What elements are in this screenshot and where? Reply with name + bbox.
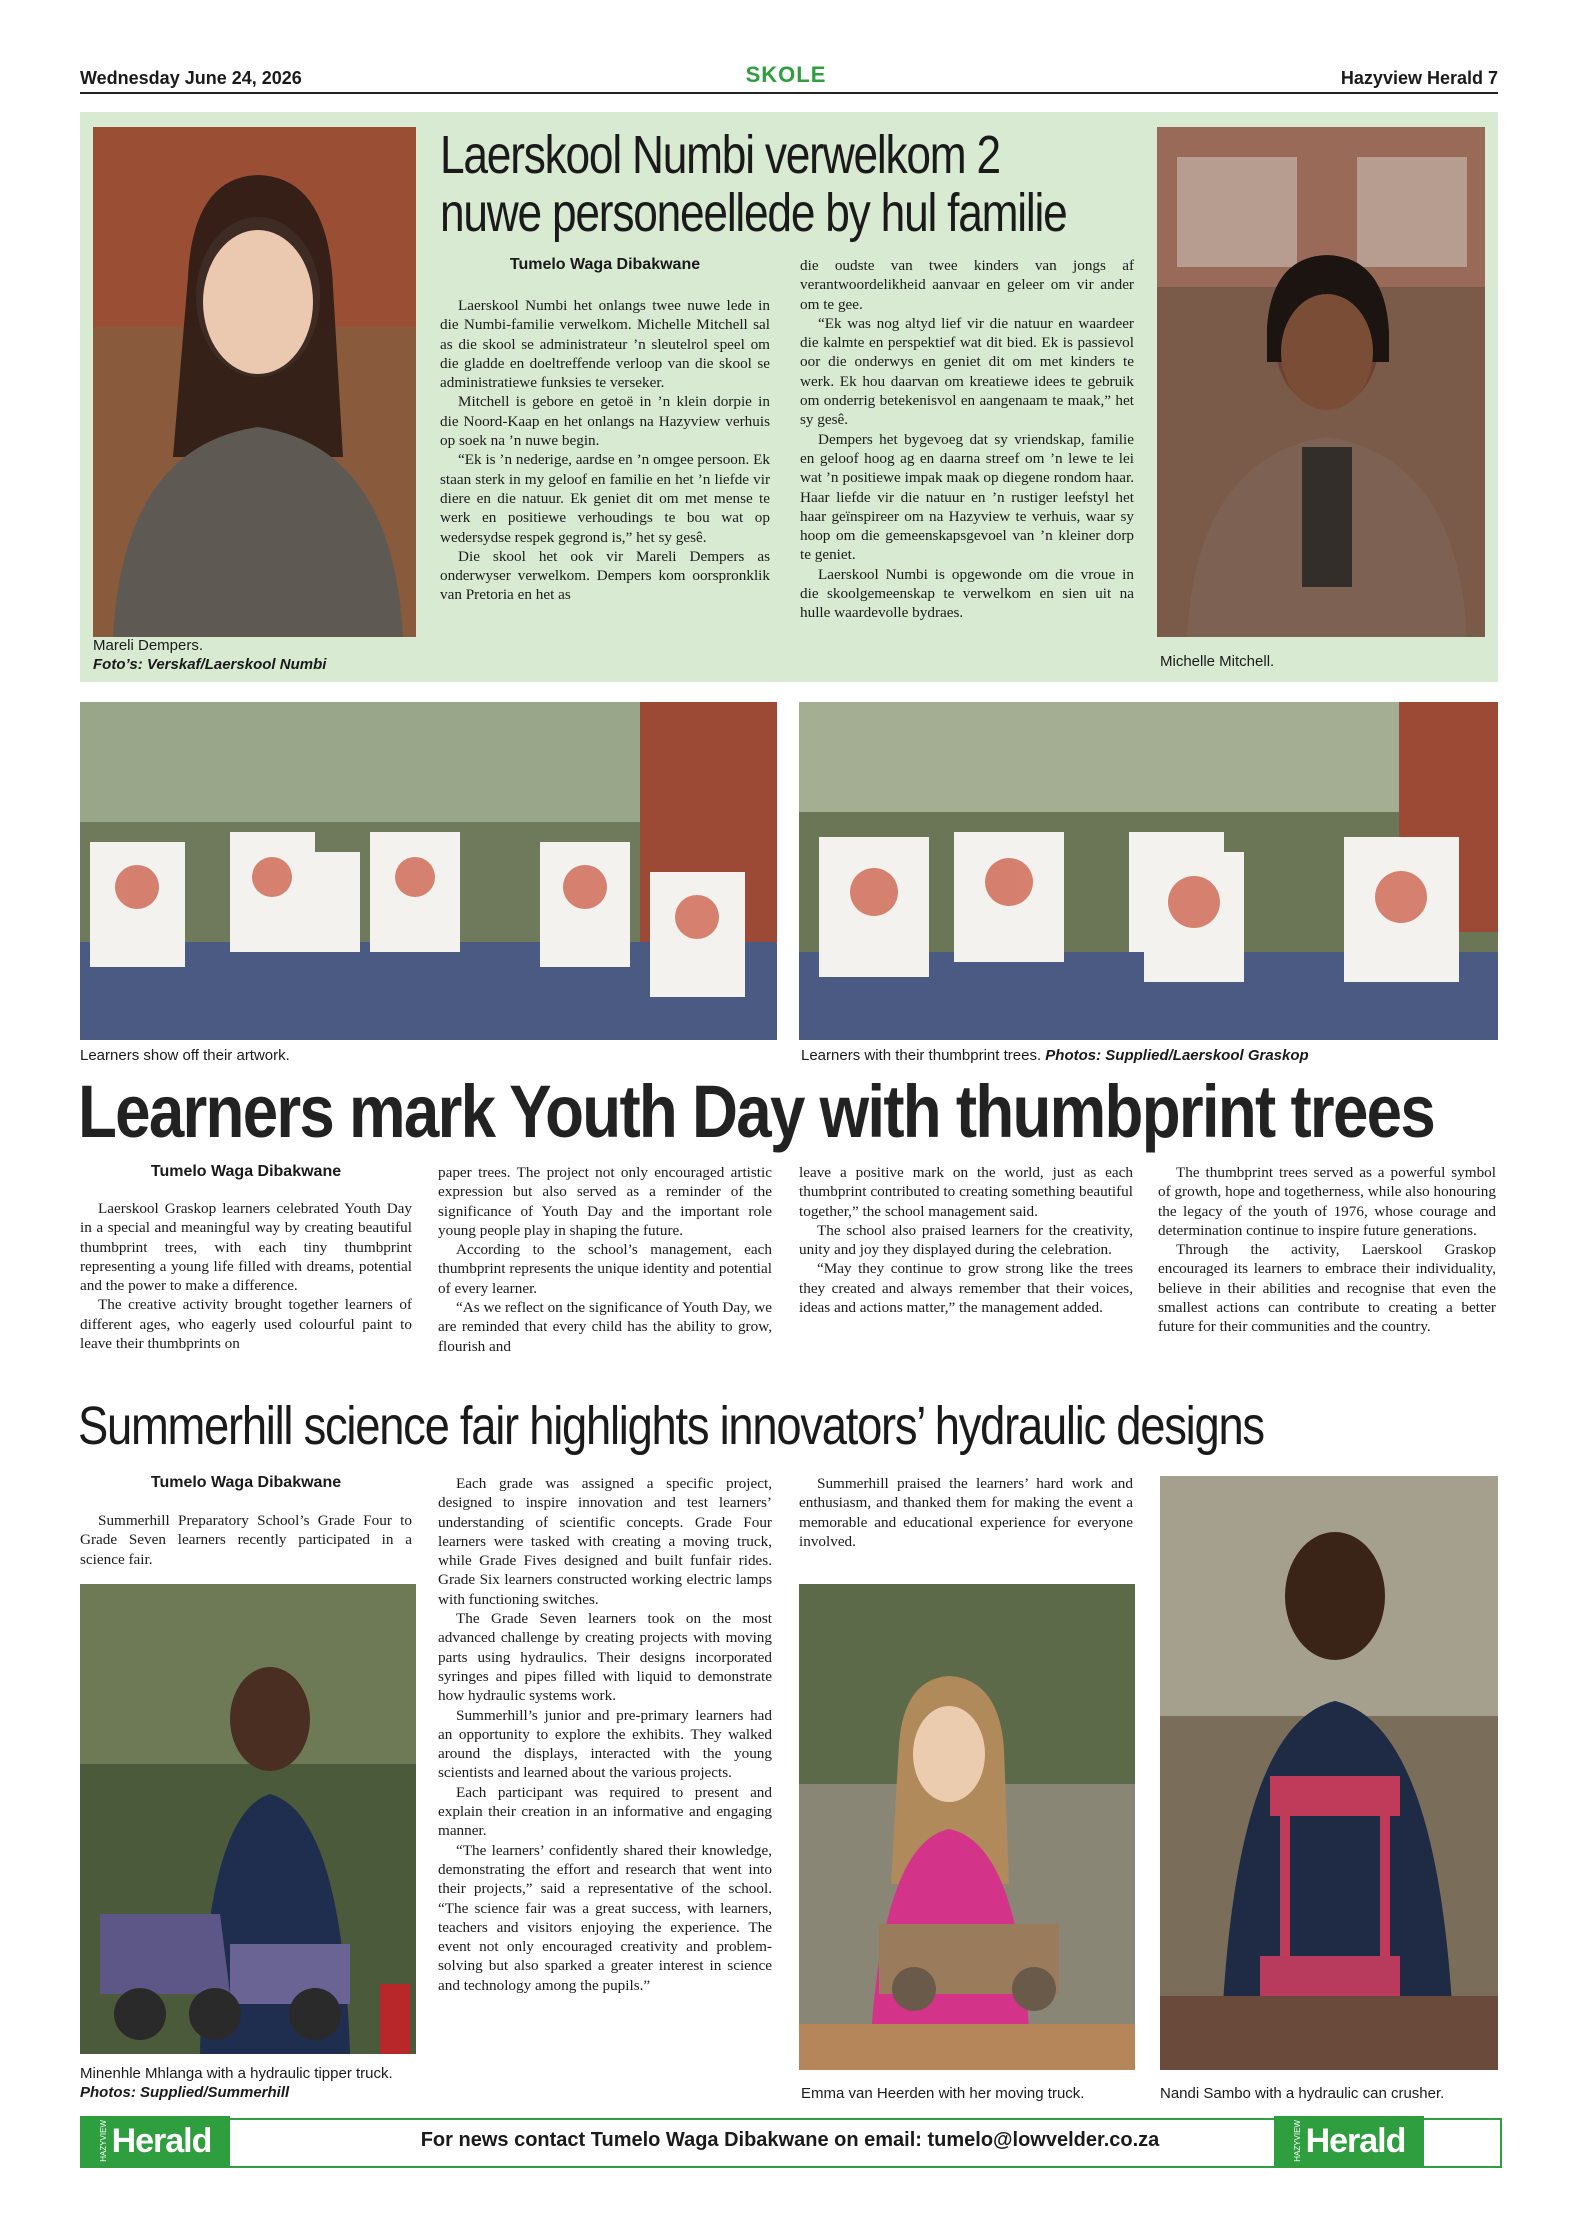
story3-headline: Summerhill science fair highlights innovators’ hydraulic designs bbox=[78, 1396, 1264, 1456]
paragraph: Mitchell is gebore en getoë in ’n klein dorpie in die Noord-Kaap en het onlangs na Hazyview verhuis op soek na ’n nuwe begin. bbox=[440, 393, 770, 450]
paragraph: According to the school’s management, each thumbprint represents the unique identity and potential of every learner. bbox=[438, 1241, 772, 1297]
photo-left-caption bbox=[93, 636, 418, 674]
story3-column-1 bbox=[80, 1511, 412, 1569]
story1-column-1 bbox=[440, 296, 770, 605]
caption-text: Mareli Dempers. bbox=[93, 637, 204, 654]
photo-learners-artwork bbox=[80, 702, 777, 1040]
paragraph: Laerskool Graskop learners celebrated Youth Day in a special and meaningful way by creating beautiful thumbprint trees, with each tiny thumbprint representing a young life filled with dreams, potential and the power to make a difference. bbox=[80, 1200, 412, 1295]
story2-column-3 bbox=[799, 1163, 1133, 1317]
photo-caption bbox=[801, 1046, 1498, 1065]
photo-michelle-mitchell bbox=[1157, 127, 1485, 637]
story2-headline: Learners mark Youth Day with thumbprint trees bbox=[78, 1070, 1434, 1153]
story1-headline-line1: Laerskool Numbi verwelkom 2 bbox=[440, 125, 1000, 185]
paragraph: die oudste van twee kinders van jongs af verantwoordelikheid aanvaar en geleer om vir ander om te gee. bbox=[800, 257, 1134, 313]
paragraph: leave a positive mark on the world, just as each thumbprint contributed to creating something beautiful together,” the school management said. bbox=[799, 1164, 1133, 1220]
logo-small-text: HAZYVIEW bbox=[1292, 2120, 1302, 2162]
paragraph: Die skool het ook vir Mareli Dempers as onderwyser verwelkom. Dempers kom oorspronklik van Pretoria en het as bbox=[440, 547, 770, 604]
photo-thumbprint-trees bbox=[799, 702, 1498, 1040]
paragraph: Laerskool Numbi het onlangs twee nuwe lede in die Numbi-familie verwelkom. Michelle Mitchell sal as die skool se administrateur ’n sleutelrol speel om die gladde en doeltreffende verloop van die skool se administratiewe funksies te verseker. bbox=[440, 297, 770, 392]
paragraph: Dempers het bygevoeg dat sy vriendskap, familie en geloof hoog ag en daarna streef om ’n lewe te lei wat ’n positiewe impak maak op diegene rondom haar. Haar liefde vir die natuur en ’n rustiger leefstyl het haar geïnspireer om na Hazyview te verhuis, waar sy hoop om die gemeenskapsgevoel van ’n kleiner dorp te geniet. bbox=[800, 430, 1134, 564]
contact-line: For news contact Tumelo Waga Dibakwane on email: tumelo@lowvelder.co.za bbox=[420, 2129, 1160, 2151]
photo-caption: Emma van Heerden with her moving truck. bbox=[801, 2085, 1085, 2102]
portrait-placeholder-icon bbox=[80, 1584, 416, 2054]
photo-caption: Learners show off their artwork. bbox=[80, 1047, 290, 1064]
story3-column-2 bbox=[438, 1474, 772, 1995]
paragraph: Each grade was assigned a specific project, designed to inspire innovation and test learners’ understanding of scientific concepts. Grade Four learners were tasked with creating a moving truck, while Grade Fives designed and built funfair rides. Grade Six learners constructed working electric lamps with functioning switches. bbox=[438, 1475, 772, 1608]
photo-emma-van-heerden bbox=[799, 1584, 1135, 2070]
story2-byline: Tumelo Waga Dibakwane bbox=[150, 1163, 342, 1180]
photo-mareli-dempers bbox=[93, 127, 416, 637]
paragraph: “The learners’ confidently shared their knowledge, demonstrating the effort and research that went into their projects,” said a representative of the school. “The science fair was a great success, with learners, teachers and visitors enjoying the experience. The event not only encouraged creativity and problem-solving but also sparked a greater interest in science and technology among the pupils.” bbox=[438, 1841, 772, 1994]
portrait-placeholder-icon bbox=[799, 1584, 1135, 2070]
photo-credit: Photos: Supplied/Summerhill bbox=[80, 2084, 290, 2101]
herald-logo-right bbox=[1274, 2116, 1424, 2166]
paragraph: “As we reflect on the significance of Youth Day, we are reminded that every child has the ability to grow, flourish and bbox=[438, 1299, 772, 1355]
photo-caption bbox=[80, 2064, 416, 2102]
portrait-placeholder-icon bbox=[1157, 127, 1485, 637]
paragraph: “Ek is ’n nederige, aardse en ’n omgee persoon. Ek staan sterk in my geloof en familie en het ’n liefde vir diere en die natuur. Ek geniet dit om met mense te werk en positiewe verhoudings te bou wat op wedersydse respek gegrond is,” het sy gesê. bbox=[440, 451, 770, 546]
photo-credit: Foto’s: Verskaf/Laerskool Numbi bbox=[93, 656, 327, 673]
caption-text: Learners with their thumbprint trees. bbox=[801, 1047, 1042, 1064]
story1-column-2 bbox=[800, 256, 1134, 623]
paragraph: “May they continue to grow strong like the trees they created and always remember that their voices, ideas and actions matter,” the management added. bbox=[799, 1260, 1133, 1317]
photo-credit: Photos: Supplied/Laerskool Graskop bbox=[1045, 1047, 1309, 1064]
header-rule bbox=[80, 92, 1498, 94]
story2-column-2 bbox=[438, 1163, 772, 1356]
photo-caption: Nandi Sambo with a hydraulic can crusher. bbox=[1160, 2085, 1445, 2102]
paragraph: Summerhill praised the learners’ hard work and enthusiasm, and thanked them for making the event a memorable and educational experience for everyone involved. bbox=[799, 1475, 1133, 1550]
story1-headline-line2: nuwe personeellede by hul familie bbox=[440, 183, 1067, 243]
issue-date: Wednesday June 24, 2026 bbox=[80, 68, 302, 88]
story1-byline: Tumelo Waga Dibakwane bbox=[509, 256, 701, 273]
photo-right-caption: Michelle Mitchell. bbox=[1160, 653, 1275, 670]
story2-column-1 bbox=[80, 1199, 412, 1353]
logo-text: Herald bbox=[1305, 2121, 1406, 2160]
paragraph: Each participant was required to present and explain their creation in an informative and engaging manner. bbox=[438, 1783, 772, 1840]
story2-column-4 bbox=[1158, 1163, 1496, 1337]
paragraph: Summerhill Preparatory School’s Grade Four to Grade Seven learners recently participated in a science fair. bbox=[80, 1512, 412, 1568]
paragraph: The Grade Seven learners took on the most advanced challenge by creating projects with moving parts using hydraulics. Their designs incorporated syringes and pipes filled with liquid to demonstrate how hydraulic systems work. bbox=[438, 1610, 772, 1705]
paragraph: Summerhill’s junior and pre-primary learners had an opportunity to explore the exhibits. They walked around the displays, interacted with the young scientists and learned about the various projects. bbox=[438, 1706, 772, 1782]
paragraph: The thumbprint trees served as a powerful symbol of growth, hope and togetherness, while also honouring the legacy of the youth of 1976, whose courage and determination continue to inspire future generations. bbox=[1158, 1164, 1496, 1239]
portrait-placeholder-icon bbox=[1160, 1476, 1498, 2070]
section-title: SKOLE bbox=[745, 62, 827, 87]
logo-text: Herald bbox=[111, 2121, 212, 2160]
story3-column-3 bbox=[799, 1474, 1133, 1551]
caption-text: Minenhle Mhlanga with a hydraulic tipper truck. bbox=[80, 2065, 393, 2082]
page-number: Hazyview Herald 7 bbox=[1340, 68, 1498, 88]
paragraph: The creative activity brought together learners of different ages, who eagerly used colourful paint to leave their thumbprints on bbox=[80, 1296, 412, 1353]
logo-small-text: HAZYVIEW bbox=[98, 2120, 108, 2162]
paragraph: The school also praised learners for the creativity, unity and joy they displayed during the celebration. bbox=[799, 1221, 1133, 1259]
paragraph: Through the activity, Laerskool Graskop encouraged its learners to embrace their individuality, believe in their abilities and recognise that even the smallest actions can contribute to creating a better future for their communities and the country. bbox=[1158, 1241, 1496, 1336]
group-photo-placeholder-icon bbox=[80, 702, 777, 1040]
paragraph: “Ek was nog altyd lief vir die natuur en waardeer die kalmte en perspektief wat dit bied. Ek is passievol oor die onderwys en geniet dit om met kinders te werk. Ek hou daarvan om kreatiewe idees te gebruik om onderrig betekenisvol en aangenaam te maak,” het sy gesê. bbox=[800, 314, 1134, 429]
paragraph: paper trees. The project not only encouraged artistic expression but also served as a reminder of the significance of Youth Day and the important role young people play in shaping the future. bbox=[438, 1164, 772, 1239]
photo-nandi-sambo bbox=[1160, 1476, 1498, 2070]
photo-minenhle-mhlanga bbox=[80, 1584, 416, 2054]
paragraph: Laerskool Numbi is opgewonde om die vroue in die skoolgemeenskap te verwelkom en sien uit na hulle waardevolle bydraes. bbox=[800, 565, 1134, 622]
herald-logo-left bbox=[80, 2116, 230, 2166]
portrait-placeholder-icon bbox=[93, 127, 416, 637]
story3-byline: Tumelo Waga Dibakwane bbox=[150, 1474, 342, 1491]
group-photo-placeholder-icon bbox=[799, 702, 1498, 1040]
